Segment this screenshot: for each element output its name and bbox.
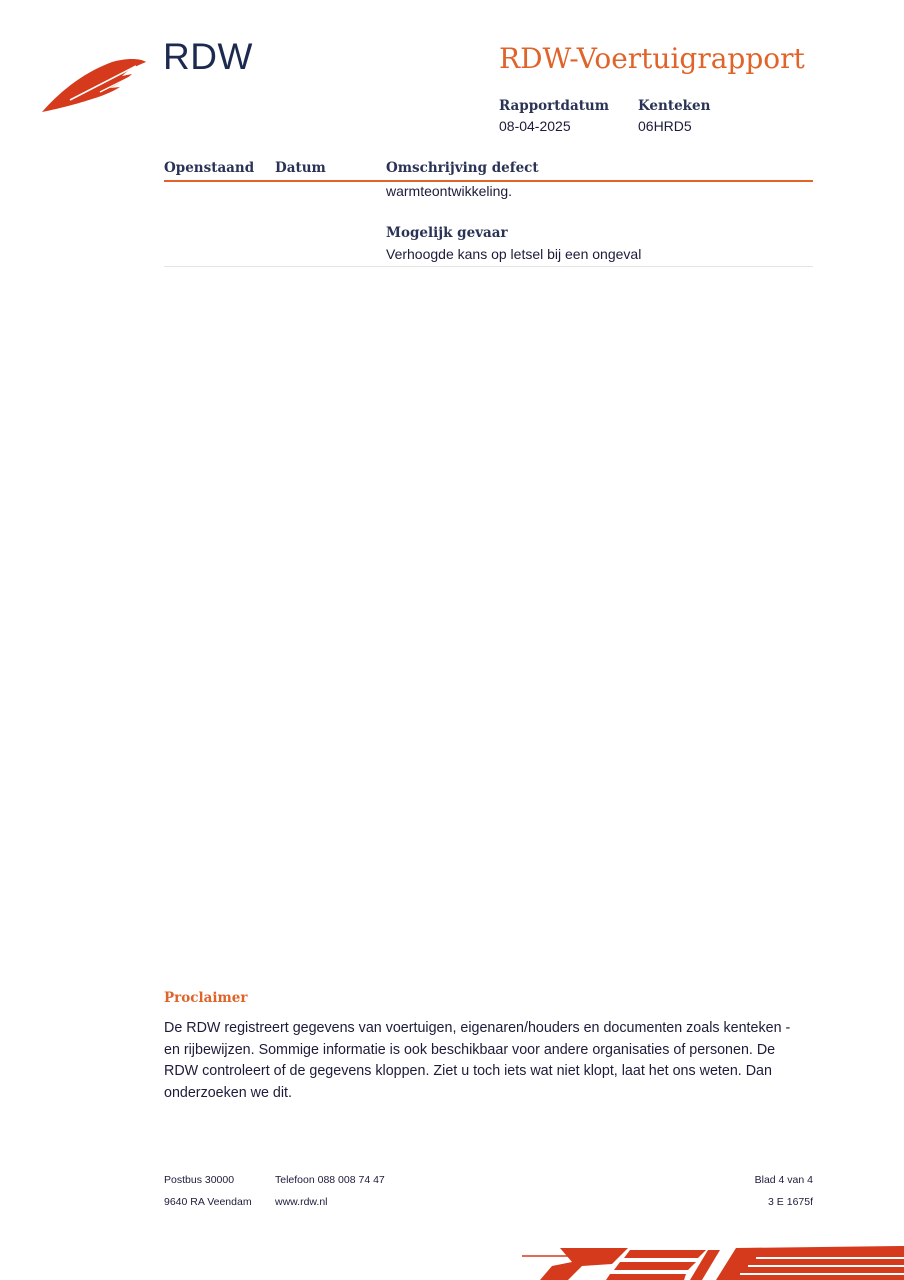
report-date-label: Rapportdatum	[499, 98, 610, 114]
danger-text: Verhoogde kans op letsel bij een ongeval	[386, 246, 642, 262]
table-header-divider	[164, 180, 813, 182]
column-header-omschrijving: Omschrijving defect	[386, 160, 539, 176]
column-header-datum: Datum	[275, 160, 326, 176]
proclaimer-text: De RDW registreert gegevens van voertuigen, eigenaren/houders en documenten zoals kenteken - en rijbewijzen. Sommige informatie is ook beschikbaar voor andere organisaties of personen. De RDW controleert of de gegevens kloppen. Ziet u toch iets wat niet klopt, laat het ons weten. Dan onderzoeken we dit.	[164, 1020, 791, 1101]
footer-website[interactable]: www.rdw.nl	[275, 1196, 328, 1208]
proclaimer-heading: Proclaimer	[164, 990, 248, 1006]
footer-postbus: Postbus 30000	[164, 1174, 235, 1186]
logo-text: RDW	[163, 36, 253, 77]
rdw-wing-logo-icon	[40, 56, 148, 114]
report-date-value: 08-04-2025	[499, 118, 571, 134]
danger-heading: Mogelijk gevaar	[386, 225, 508, 241]
footer-city: 9640 RA Veendam	[164, 1196, 252, 1208]
column-header-openstaand: Openstaand	[164, 160, 255, 176]
defect-description-continued: warmteontwikkeling.	[386, 183, 513, 199]
plate-value: 06HRD5	[638, 118, 692, 134]
footer-phone: Telefoon 088 008 74 47	[275, 1174, 385, 1186]
footer-page-number: Blad 4 van 4	[754, 1174, 813, 1186]
footer-document-code: 3 E 1675f	[768, 1196, 813, 1208]
report-title: RDW-Voertuigrapport	[499, 42, 805, 75]
plate-label: Kenteken	[638, 98, 711, 114]
table-row-divider	[164, 266, 813, 267]
rdw-stripes-icon	[520, 1244, 904, 1280]
